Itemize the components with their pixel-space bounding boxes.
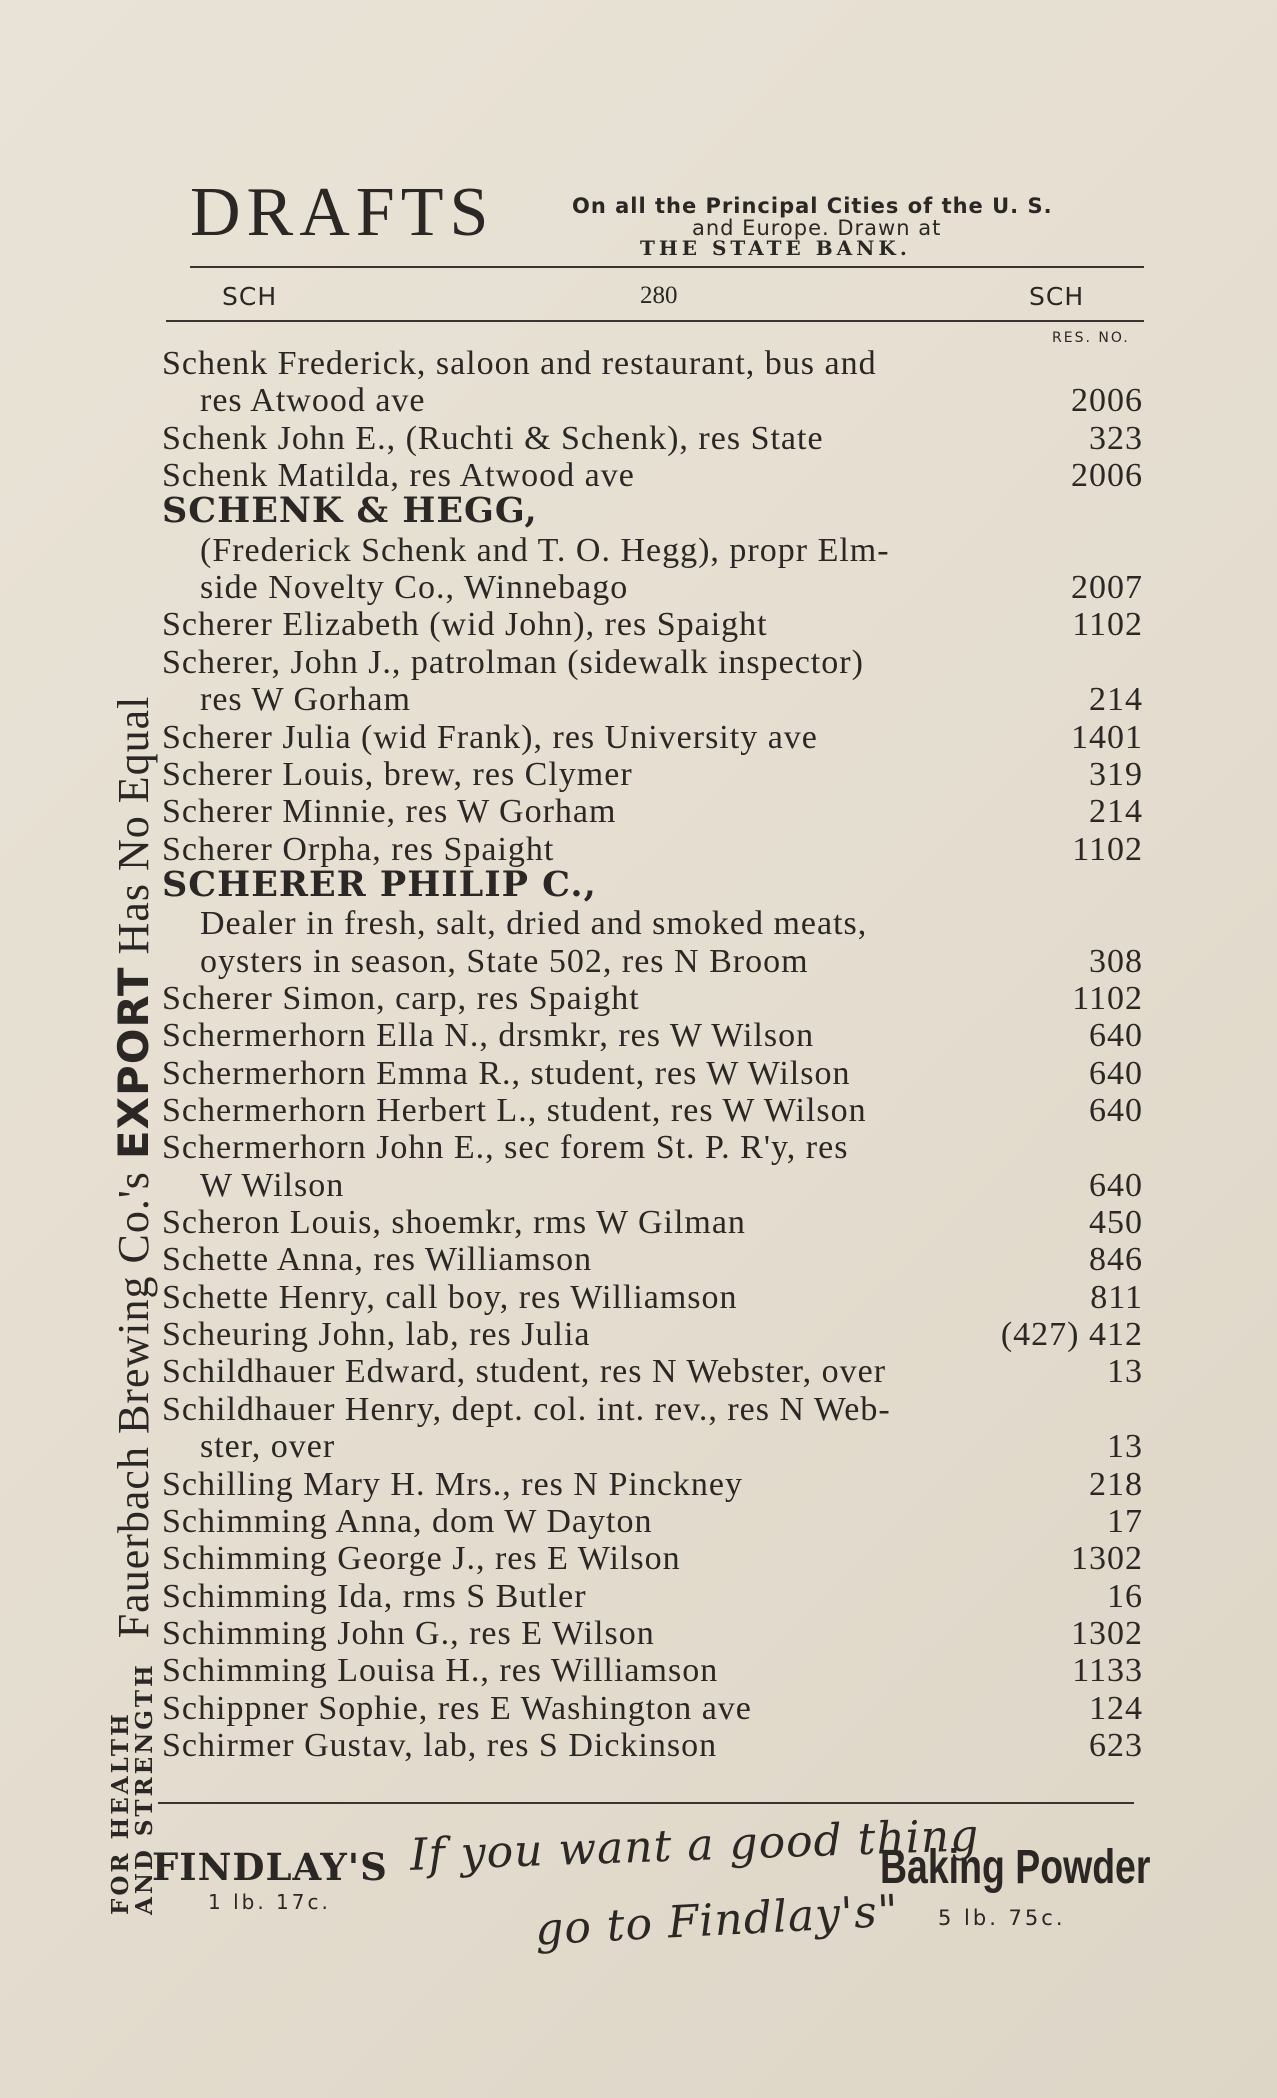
entry-text: Schenk Matilda, res Atwood ave <box>162 457 635 495</box>
entry-text: Schildhauer Henry, dept. col. int. rev., res N Web- <box>162 1390 891 1428</box>
baking-powder-label: Baking Powder <box>880 1841 1151 1894</box>
entry-text: ster, over <box>200 1428 336 1466</box>
entry-text: Schilling Mary H. Mrs., res N Pinckney <box>162 1465 744 1503</box>
side-health-line1: FOR HEALTH <box>107 1711 134 1915</box>
script-slogan-line2: go to Findlay's" <box>533 1885 901 1956</box>
drafts-line-1: On all the Principal Cities of the U. S. <box>572 194 1053 218</box>
entry-text: res W Gorham <box>200 681 411 719</box>
drafts-heading: DRAFTS <box>190 174 495 251</box>
entry-text: Schimming John G., res E Wilson <box>162 1614 655 1652</box>
entry-res-number: 811 <box>1090 1278 1143 1316</box>
entry-res-number: 13 <box>1107 1353 1143 1391</box>
entry-text: Schenk John E., (Ruchti & Schenk), res State <box>162 419 824 457</box>
entry-res-number: 1102 <box>1072 830 1143 868</box>
entry-res-number: 640 <box>1089 1092 1143 1129</box>
entry-res-number: 319 <box>1089 755 1143 793</box>
page-number: 280 <box>640 282 678 309</box>
side-advertisement <box>98 185 168 1915</box>
entry-res-number: 2006 <box>1071 457 1143 495</box>
baking-powder-price: 5 lb. 75c. <box>938 1906 1066 1930</box>
entry-text: Scherer Minnie, res W Gorham <box>162 793 617 831</box>
entry-res-number: 1302 <box>1071 1540 1143 1578</box>
entry-text: Scheuring John, lab, res Julia <box>162 1316 591 1354</box>
entry-text: Schette Anna, res Williamson <box>162 1241 593 1279</box>
entry-text: Schimming Ida, rms S Butler <box>162 1577 587 1615</box>
entry-res-number: 1102 <box>1072 979 1143 1017</box>
side-brand-slogan <box>108 696 159 1639</box>
entry-res-number: 124 <box>1089 1689 1143 1727</box>
entry-text: Schermerhorn Ella N., drsmkr, res W Wilson <box>162 1017 815 1055</box>
header-rule-top <box>190 266 1144 268</box>
entry-text: Schildhauer Edward, student, res N Webster, over <box>162 1353 887 1391</box>
running-head-right: SCH <box>1029 282 1085 311</box>
entry-text: Schermerhorn Emma R., student, res W Wilson <box>162 1054 851 1092</box>
entry-text: Schimming Anna, dom W Dayton <box>162 1502 653 1540</box>
entry-res-number: 640 <box>1089 1166 1143 1204</box>
res-no-label: RES. NO. <box>1052 330 1130 346</box>
drafts-bank-name: THE STATE BANK. <box>640 236 911 260</box>
entry-res-number: 2007 <box>1071 569 1143 607</box>
entry-res-number: 16 <box>1107 1577 1143 1615</box>
header-rule-bottom <box>166 320 1144 322</box>
entry-text: SCHERER PHILIP C., <box>162 863 597 905</box>
entry-text: Schette Henry, call boy, res Williamson <box>162 1278 738 1316</box>
entry-res-number: 214 <box>1089 681 1143 719</box>
entry-text: Scherer, John J., patrolman (sidewalk inspector) <box>162 643 864 681</box>
entry-res-number: 1133 <box>1072 1652 1143 1690</box>
entry-res-number: 17 <box>1107 1502 1143 1540</box>
entry-text: res Atwood ave <box>200 382 426 420</box>
drafts-line-2: and Europe. Drawn at <box>692 216 942 240</box>
entry-text: Schermerhorn John E., sec forem St. P. R'y, res <box>162 1129 849 1167</box>
entry-text: oysters in season, State 502, res N Broom <box>200 942 809 980</box>
entry-res-number: 640 <box>1089 1054 1143 1092</box>
entry-text: Schenk Frederick, saloon and restaurant, bus and <box>162 345 877 382</box>
side-export: EXPORT <box>108 966 158 1160</box>
footer-rule <box>158 1802 1134 1804</box>
side-health-slogan <box>109 1662 157 1915</box>
entry-res-number: 2006 <box>1071 382 1143 420</box>
entry-res-number: 846 <box>1089 1241 1143 1279</box>
entry-res-number: 450 <box>1089 1204 1143 1242</box>
entry-text: SCHENK & HEGG, <box>162 490 538 532</box>
entry-text: Scheron Louis, shoemkr, rms W Gilman <box>162 1204 746 1242</box>
script-slogan-line1: If you want a good thing <box>409 1810 981 1881</box>
findlay-brand: FINDLAY'S <box>152 1845 388 1889</box>
entry-res-number: 13 <box>1107 1428 1143 1466</box>
side-tagline: Has No Equal <box>108 695 158 967</box>
entry-text: Scherer Louis, brew, res Clymer <box>162 755 633 793</box>
findlay-price: 1 lb. 17c. <box>208 1890 331 1914</box>
entry-res-number: 1302 <box>1071 1614 1143 1652</box>
side-health-line2: AND STRENGTH <box>131 1662 158 1915</box>
entry-text: Dealer in fresh, salt, dried and smoked meats, <box>200 905 868 943</box>
entry-text: Scherer Julia (wid Frank), res University ave <box>162 718 818 756</box>
entry-res-number: (427) 412 <box>1000 1316 1143 1354</box>
entry-text: Schirmer Gustav, lab, res S Dickinson <box>162 1726 718 1764</box>
entry-text: (Frederick Schenk and T. O. Hegg), propr Elm- <box>200 531 890 569</box>
entry-text: Scherer Orpha, res Spaight <box>162 830 555 868</box>
entry-text: W Wilson <box>200 1166 345 1204</box>
entry-text: side Novelty Co., Winnebago <box>200 569 629 607</box>
entry-res-number: 218 <box>1089 1465 1143 1503</box>
entry-res-number: 1102 <box>1072 606 1143 644</box>
entry-text: Schimming Louisa H., res Williamson <box>162 1652 719 1690</box>
entry-res-number: 323 <box>1089 419 1143 457</box>
entry-res-number: 640 <box>1089 1017 1143 1055</box>
entry-text: Schermerhorn Herbert L., student, res W Wilson <box>162 1092 867 1129</box>
entry-text: Scherer Elizabeth (wid John), res Spaight <box>162 606 768 644</box>
side-brand: Fauerbach Brewing Co.'s <box>108 1159 158 1639</box>
running-head-left: SCH <box>222 282 278 311</box>
entry-text: Scherer Simon, carp, res Spaight <box>162 979 640 1017</box>
entry-res-number: 623 <box>1089 1726 1143 1764</box>
entry-res-number: 1401 <box>1071 718 1143 756</box>
entry-res-number: 308 <box>1089 942 1143 980</box>
entry-res-number: 214 <box>1089 793 1143 831</box>
entry-text: Schimming George J., res E Wilson <box>162 1540 681 1578</box>
entry-text: Schippner Sophie, res E Washington ave <box>162 1689 752 1727</box>
